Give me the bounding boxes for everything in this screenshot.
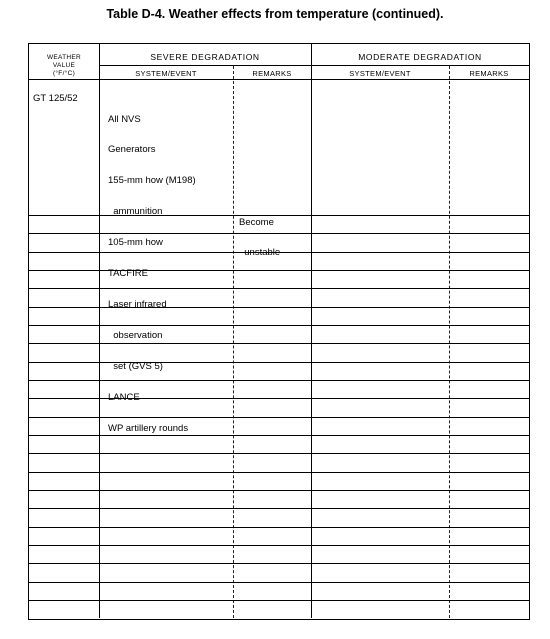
row-rule: [29, 508, 529, 509]
severe-system-item: 155-mm how (M198): [108, 175, 196, 187]
row-rule: [29, 435, 529, 436]
row-rule: [29, 490, 529, 491]
severe-remark-line: unstable: [239, 247, 281, 259]
header-severe-system-event: SYSTEM/EVENT: [135, 69, 197, 78]
row-rule: [29, 563, 529, 564]
row-rule: [29, 545, 529, 546]
severe-system-item: All NVS: [108, 113, 141, 125]
severe-system-item: TACFIRE: [108, 268, 148, 280]
row-rule: [29, 417, 529, 418]
row-rule: [29, 582, 529, 583]
row-rule: [29, 288, 529, 289]
severe-system-item: WP artillery rounds: [108, 422, 189, 434]
severe-system-item: 105-mm how: [108, 237, 163, 249]
weather-effects-table: [28, 43, 530, 620]
table-caption: Table D-4. Weather effects from temperature (continued).: [106, 7, 444, 21]
col-divider-moderate-remarks: [449, 66, 450, 618]
row-rule: [29, 252, 529, 253]
row-severe-remarks: [239, 197, 280, 279]
severe-system-item: Generators: [108, 144, 156, 156]
severe-system-item: ammunition: [108, 206, 163, 218]
row-weather-value: GT 125/52: [33, 93, 78, 104]
header-moderate-system-event: SYSTEM/EVENT: [349, 69, 411, 78]
header-weather-value-line1: WEATHER: [46, 54, 82, 61]
severe-system-item: set (GVS 5): [108, 360, 163, 372]
severe-remark-line: Become: [239, 216, 274, 228]
row-rule: [29, 453, 529, 454]
row-rule: [29, 307, 529, 308]
header-moderate-degradation: MODERATE DEGRADATION: [358, 52, 482, 62]
header-moderate-remarks: REMARKS: [469, 69, 509, 78]
row-rule: [29, 472, 529, 473]
row-rule: [29, 380, 529, 381]
severe-system-item: observation: [108, 329, 163, 341]
header-severe-remarks: REMARKS: [252, 69, 292, 78]
row-rule: [29, 362, 529, 363]
header-group-underline: [99, 65, 529, 66]
severe-system-item: LANCE: [108, 391, 140, 403]
row-rule: [29, 398, 529, 399]
col-divider-groups: [311, 44, 312, 618]
row-rule: [29, 343, 529, 344]
header-weather-value-line2: VALUE: [52, 62, 76, 69]
row-rule: [29, 600, 529, 601]
severe-system-item: Laser infrared: [108, 298, 167, 310]
header-weather-value: [29, 54, 99, 78]
row-severe-systems: [108, 94, 196, 454]
col-divider-severe-remarks: [233, 66, 234, 618]
row-rule: [29, 215, 529, 216]
header-severe-degradation: SEVERE DEGRADATION: [150, 52, 260, 62]
row-rule: [29, 325, 529, 326]
col-divider-value: [99, 44, 100, 618]
row-rule: [29, 233, 529, 234]
header-bottom-rule: [29, 79, 529, 80]
header-weather-value-line3: (°F/°C): [52, 70, 76, 77]
row-rule: [29, 527, 529, 528]
row-rule: [29, 270, 529, 271]
